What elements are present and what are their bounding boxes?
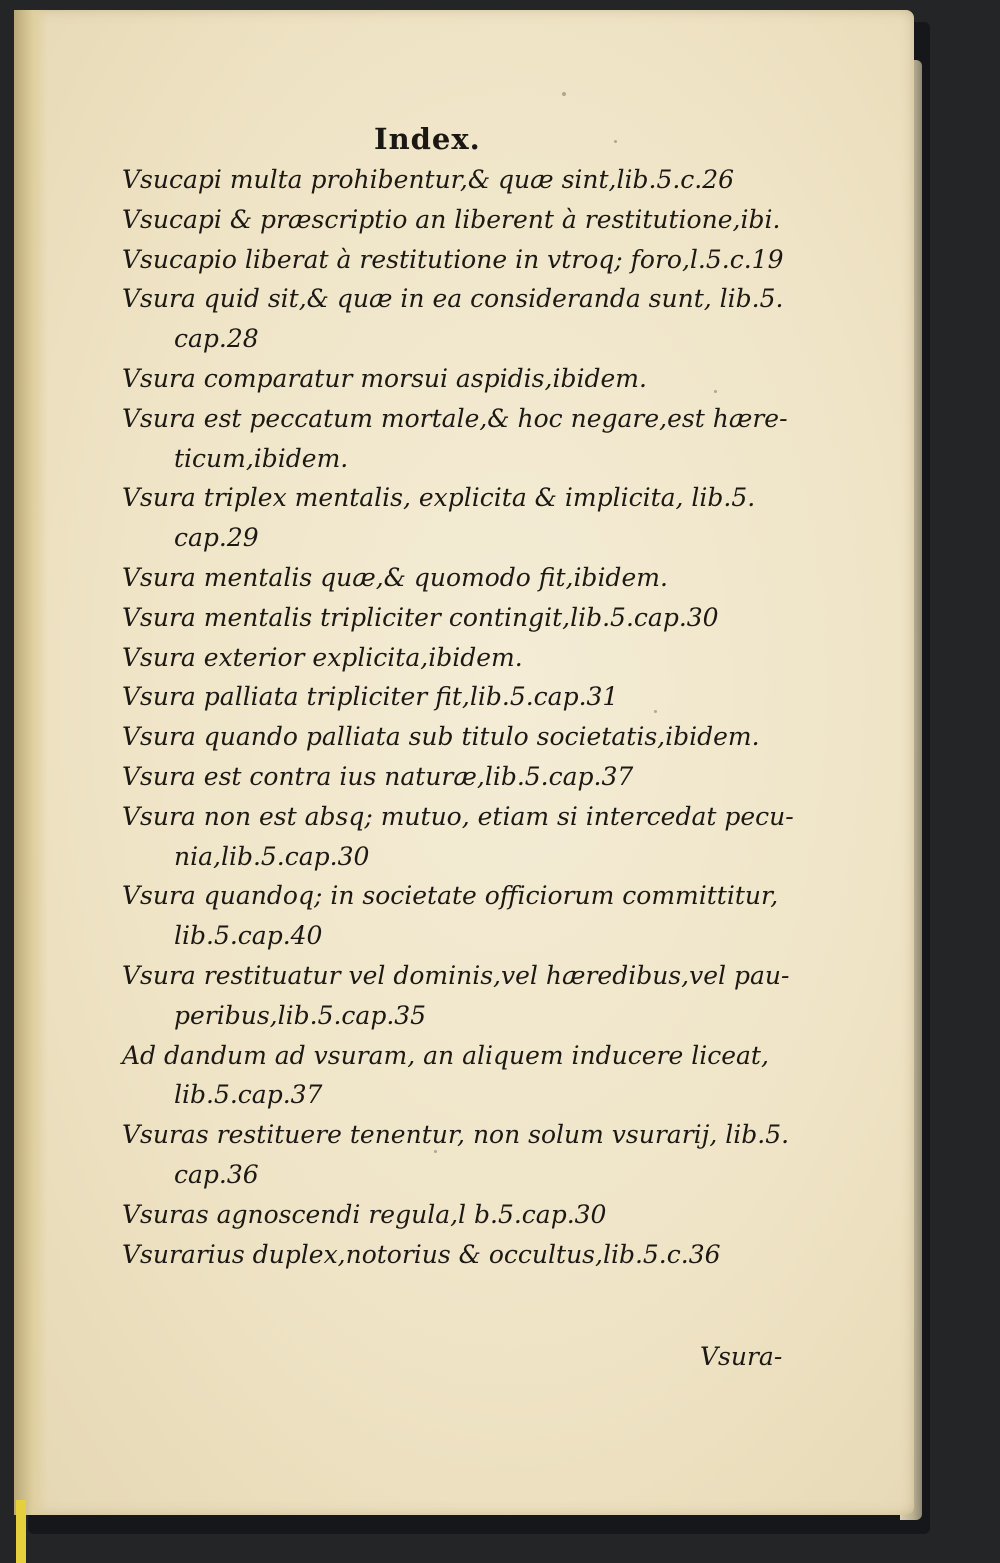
index-entry-text: Vsura palliata tripliciter fit,lib.5.cap.31 (122, 682, 619, 712)
index-entry-continuation: cap.29 (174, 523, 259, 553)
index-entry (122, 876, 812, 956)
index-entry-text: Vsucapi multa prohibentur,& quæ sint,lib.5.c.26 (122, 165, 735, 194)
index-entry (122, 598, 812, 638)
ink-speck (434, 1150, 437, 1153)
index-entry (122, 1036, 812, 1116)
index-entry-text: Vsura non est absq; mutuo, etiam si intercedat pecu- (122, 801, 794, 831)
index-entry (122, 1195, 812, 1235)
binding-gutter (14, 10, 48, 1515)
index-entry (122, 797, 812, 877)
index-entry-text: Vsura mentalis quæ,& quomodo fit,ibidem. (122, 562, 668, 592)
book-page (14, 10, 914, 1515)
index-entry-text: Vsuras agnoscendi regula,l b.5.cap.30 (122, 1199, 607, 1229)
index-entry (122, 1115, 812, 1195)
index-entry (122, 478, 812, 558)
index-entry-text: Ad dandum ad vsuram, an aliquem inducere liceat, (122, 1040, 769, 1070)
index-entry-continuation: cap.36 (174, 1159, 259, 1189)
index-entry (122, 160, 812, 200)
index-entry-continuation: cap.28 (174, 324, 259, 354)
index-entry (122, 956, 812, 1036)
catchword: Vsura- (700, 1342, 783, 1371)
yellow-page-tab (16, 1500, 26, 1563)
index-entry (122, 1235, 812, 1275)
ink-speck (562, 92, 566, 96)
index-entry-text: Vsura quando palliata sub titulo societatis,ibidem. (122, 722, 760, 752)
index-entry-text: Vsura mentalis tripliciter contingit,lib.5.cap.30 (122, 602, 719, 632)
index-entry (122, 240, 812, 280)
index-entry (122, 279, 812, 359)
index-entry (122, 757, 812, 797)
ink-speck (614, 140, 617, 143)
index-entry (122, 638, 812, 678)
index-entry (122, 359, 812, 399)
index-entry (122, 717, 812, 757)
index-entry-text: Vsura est contra ius naturæ,lib.5.cap.37 (122, 761, 634, 791)
index-entry (122, 558, 812, 598)
index-entry-continuation: lib.5.cap.40 (174, 921, 323, 951)
index-entry-continuation: lib.5.cap.37 (174, 1080, 323, 1110)
index-entry-text: Vsura exterior explicita,ibidem. (122, 642, 523, 672)
index-entry-text: Vsucapi & præscriptio an liberent à restitutione,ibi. (122, 204, 781, 234)
ink-speck (714, 390, 717, 393)
index-entry-text: Vsura quandoq; in societate officiorum committitur, (122, 881, 779, 911)
ink-speck (654, 710, 657, 713)
index-entry (122, 399, 812, 479)
index-entry-continuation: peribus,lib.5.cap.35 (174, 1000, 427, 1030)
index-entry-text: Vsura est peccatum mortale,& hoc negare,est hære- (122, 403, 788, 433)
index-entry-text: Vsura restituatur vel dominis,vel hæredibus,vel pau- (122, 960, 790, 990)
index-entry (122, 200, 812, 240)
index-entry-text: Vsuras restituere tenentur, non solum vsurarij, lib.5. (122, 1120, 790, 1150)
index-entry-text: Vsura triplex mentalis, explicita & implicita, lib.5. (122, 483, 756, 513)
index-entries (122, 160, 812, 1274)
index-entry (122, 677, 812, 717)
index-entry-continuation: nia,lib.5.cap.30 (174, 841, 370, 871)
index-entry-text: Vsura quid sit,& quæ in ea consideranda sunt, lib.5. (122, 284, 784, 314)
index-entry-continuation: ticum,ibidem. (174, 443, 349, 473)
index-entry-text: Vsucapio liberat à restitutione in vtroq; foro,l.5.c.19 (122, 244, 784, 274)
index-entry-text: Vsurarius duplex,notorius & occultus,lib.5.c.36 (122, 1239, 721, 1269)
page-header: Index. (374, 122, 481, 156)
index-entry-text: Vsura comparatur morsui aspidis,ibidem. (122, 363, 647, 393)
